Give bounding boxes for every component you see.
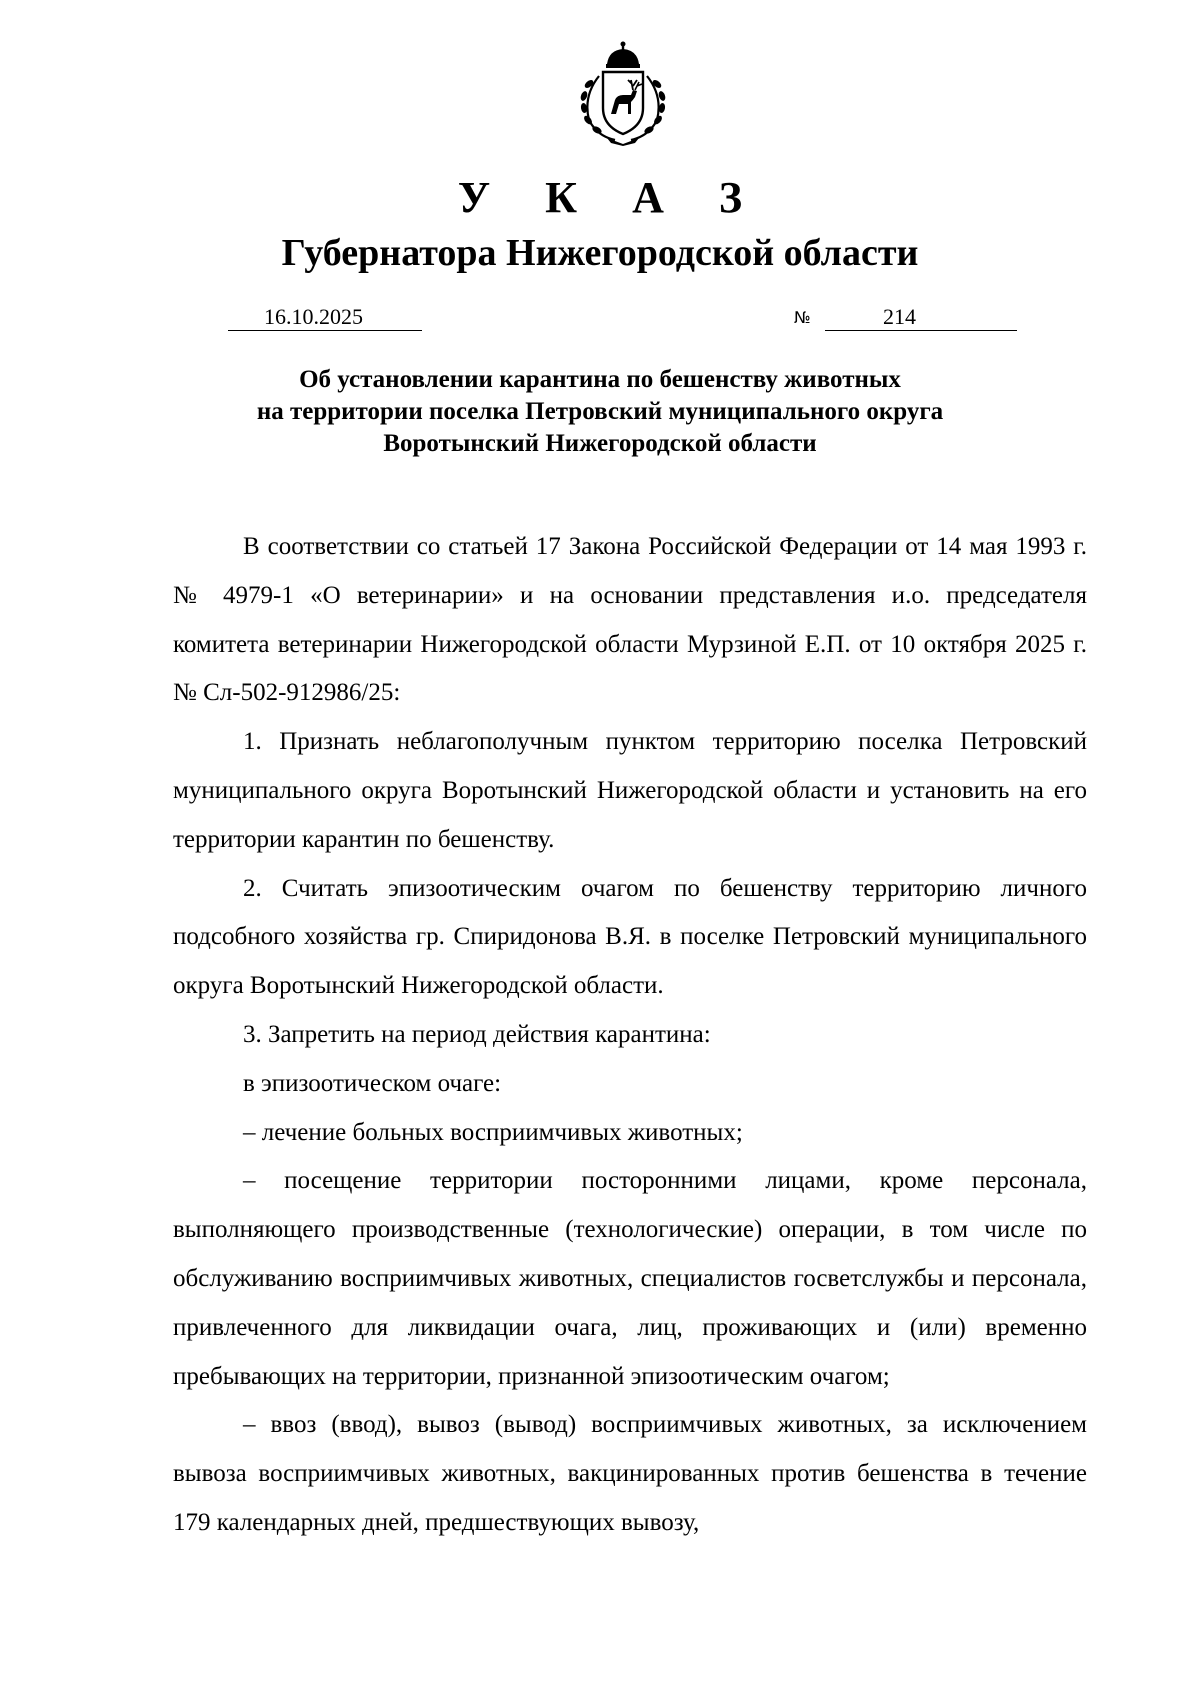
decree-date-field — [228, 300, 422, 331]
decree-body — [173, 523, 1087, 1548]
document-type-heading: У К А З — [457, 173, 765, 222]
paragraph-bullet: – лечение больных восприимчивых животных; — [243, 1118, 743, 1146]
paragraph-subheading: в эпизоотическом очаге: — [243, 1069, 502, 1097]
paragraph-preamble: В соответствии со статьей 17 Закона Российской Федерации от 14 мая 1993 г. № 4979-1 «О ветеринарии» и на основании представления и.о. председателя комитета ветеринарии Нижегородской области Мурзиной Е.П. от 10 октября 2025 г. № Сл-502-912986/25: — [173, 533, 1087, 707]
decree-title-line: на территории поселка Петровский муниципального округа — [256, 398, 944, 425]
coat-of-arms-emblem — [571, 40, 675, 146]
paragraph-bullet: – ввоз (ввод), вывоз (вывод) восприимчивых животных, за исключением вывоза восприимчивых животных, вакцинированных против бешенства в течение 179 календарных дней, предшествующих вывозу, — [173, 1411, 1087, 1536]
decree-title-line: Воротынский Нижегородской области — [383, 430, 817, 457]
paragraph-item-2: 2. Считать эпизоотическим очагом по бешенству территорию личного подсобного хозяйства гр. Спиридонова В.Я. в поселке Петровский муниципального округа Воротынский Нижегородской области. — [173, 874, 1087, 1000]
paragraph-bullet: – посещение территории посторонними лицами, кроме персонала, выполняющего производственные (технологические) операции, в том числе по обслуживанию восприимчивых животных, специалистов госветслужбы и персонала, привлеченного для ликвидации очага, лиц, проживающих и (или) временно пребывающих на территории, признанной эпизоотическим очагом; — [173, 1167, 1087, 1390]
decree-date: 16.10.2025 — [264, 304, 363, 329]
decree-number: 214 — [883, 304, 916, 329]
issuer-heading: Губернатора Нижегородской области — [281, 232, 919, 274]
paragraph-item-3: 3. Запретить на период действия карантина: — [243, 1020, 711, 1048]
decree-title-line: Об установлении карантина по бешенству животных — [299, 366, 901, 393]
number-sign: № — [794, 308, 811, 327]
decree-title — [0, 364, 1200, 460]
paragraph-item-1: 1. Признать неблагополучным пунктом территорию поселка Петровский муниципального округа Воротынский Нижегородской области и установить на его территории карантин по бешенству. — [173, 728, 1087, 853]
decree-number-field — [825, 300, 1017, 331]
